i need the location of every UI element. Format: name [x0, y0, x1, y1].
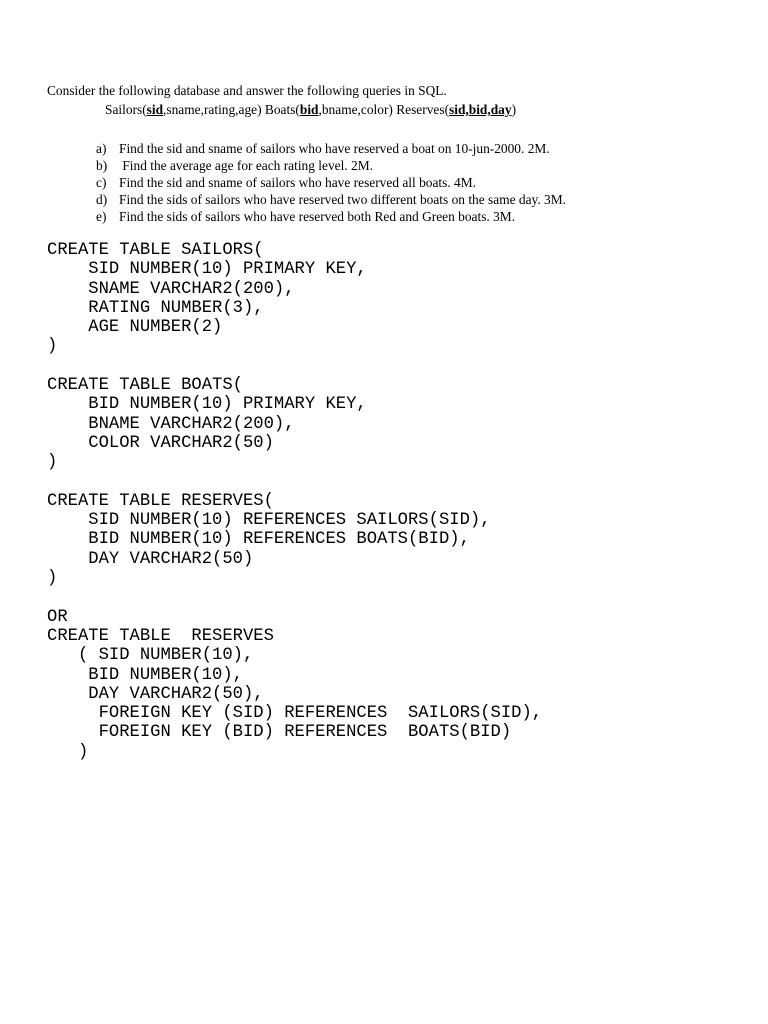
question-text: Find the sid and sname of sailors who have reserved a boat on 10-jun-2000. 2M. — [119, 141, 550, 156]
question-text: Find the sids of sailors who have reserved two different boats on the same day. 3M. — [119, 192, 567, 207]
boats-key: bid — [299, 102, 319, 117]
reserves-key: sid,bid,day — [449, 102, 512, 117]
question-list — [96, 140, 566, 225]
sql-code-block: CREATE TABLE SAILORS( SID NUMBER(10) PRIMARY KEY, SNAME VARCHAR2(200), RATING NUMBER(3), AGE NUMBER(2) ) CREATE TABLE BOATS( BID NUMBER(10) PRIMARY KEY, BNAME VARCHAR2(200), COLOR VARCHAR2(50) ) CREATE TABLE RESERVES( SID NUMBER(10) REFERENCES SAILORS(SID), BID NUMBER(10) REFERENCES BOATS(BID), DAY VARCHAR2(50) ) OR CREATE TABLE RESERVES ( SID NUMBER(10), BID NUMBER(10), DAY VARCHAR2(50), FOREIGN KEY (SID) REFERENCES SAILORS(SID), FOREIGN KEY (BID) REFERENCES BOATS(BID) ) — [47, 241, 543, 762]
intro-text: Consider the following database and answer the following queries in SQL. — [47, 83, 447, 98]
question-text: Find the sids of sailors who have reserved both Red and Green boats. 3M. — [119, 209, 516, 224]
question-marker: e) — [96, 209, 107, 224]
sailors-key: sid — [146, 102, 164, 117]
sailors-rest: ,sname,rating,age) Boats( — [163, 102, 300, 117]
boats-rest: ,bname,color) Reserves( — [318, 102, 450, 117]
schema-line — [105, 101, 516, 118]
question-text: Find the average age for each rating level. 2M. — [119, 158, 373, 173]
question-item — [96, 208, 566, 225]
question-text: Find the sid and sname of sailors who have reserved all boats. 4M. — [119, 175, 477, 190]
question-marker: a) — [96, 141, 107, 156]
reserves-rest: ) — [511, 102, 517, 117]
question-item — [96, 140, 566, 157]
sailors-prefix: Sailors( — [105, 102, 147, 117]
question-item — [96, 157, 566, 174]
question-marker: d) — [96, 192, 108, 207]
question-marker: b) — [96, 158, 108, 173]
question-item — [96, 191, 566, 208]
question-item — [96, 174, 566, 191]
question-marker: c) — [96, 175, 107, 190]
